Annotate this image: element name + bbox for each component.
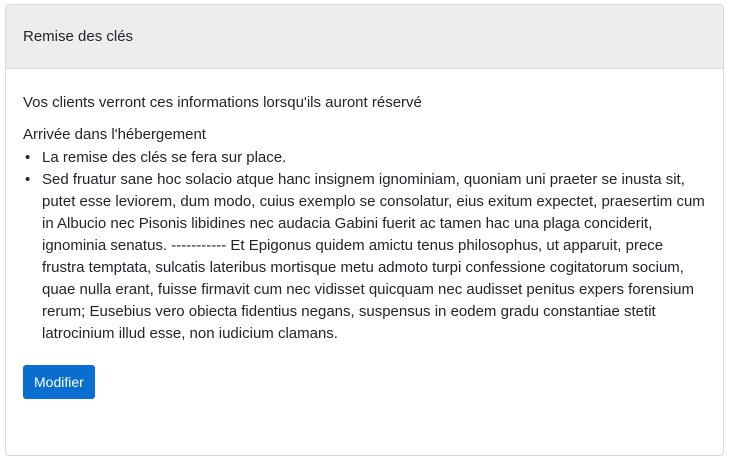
list-item-text: La remise des clés se fera sur place. [42,149,287,166]
bullet-icon: • [25,149,31,166]
list-item-text: Sed fruatur sane hoc solacio atque hanc insignem ignominiam, quoniam uni praeter se inusta sit, putet esse leviorem, dum modo, cuius exemplo se consolatur, eius exitum expectet, praesertim cum in Albucio nec Pisonis libidines nec audacia Gabini fuerit ac tamen hac una plaga conciderit, ignominia senatus. ----------- Et Epigonus quidem amictu tenus philosophus, ut apparuit, prece frustra temptata, sulcatis lateribus mortisque metu admoto turpi confessione cogitatorum socium, quae nulla erant, fuisse firmavit cum nec vidisset quicquam nec audisset penitus expers forensium rerum; Eusebius vero obiecta fidentius negans, suspensus in eodem gradu constantiae stetit latrocinium illud esse, non iudicium clamans. [42,171,705,342]
panel-header [6,5,723,69]
list-item [25,147,706,169]
arrival-section-title: Arrivée dans l'hébergement [23,126,206,143]
panel-title: Remise des clés [23,28,134,45]
arrival-info-list [23,147,706,345]
panel-body [6,69,723,399]
key-handover-panel [5,4,724,456]
edit-button[interactable]: Modifier [23,365,95,399]
bullet-icon: • [25,171,31,188]
list-item [25,169,706,345]
intro-text: Vos clients verront ces informations lorsqu'ils auront réservé [23,94,422,111]
